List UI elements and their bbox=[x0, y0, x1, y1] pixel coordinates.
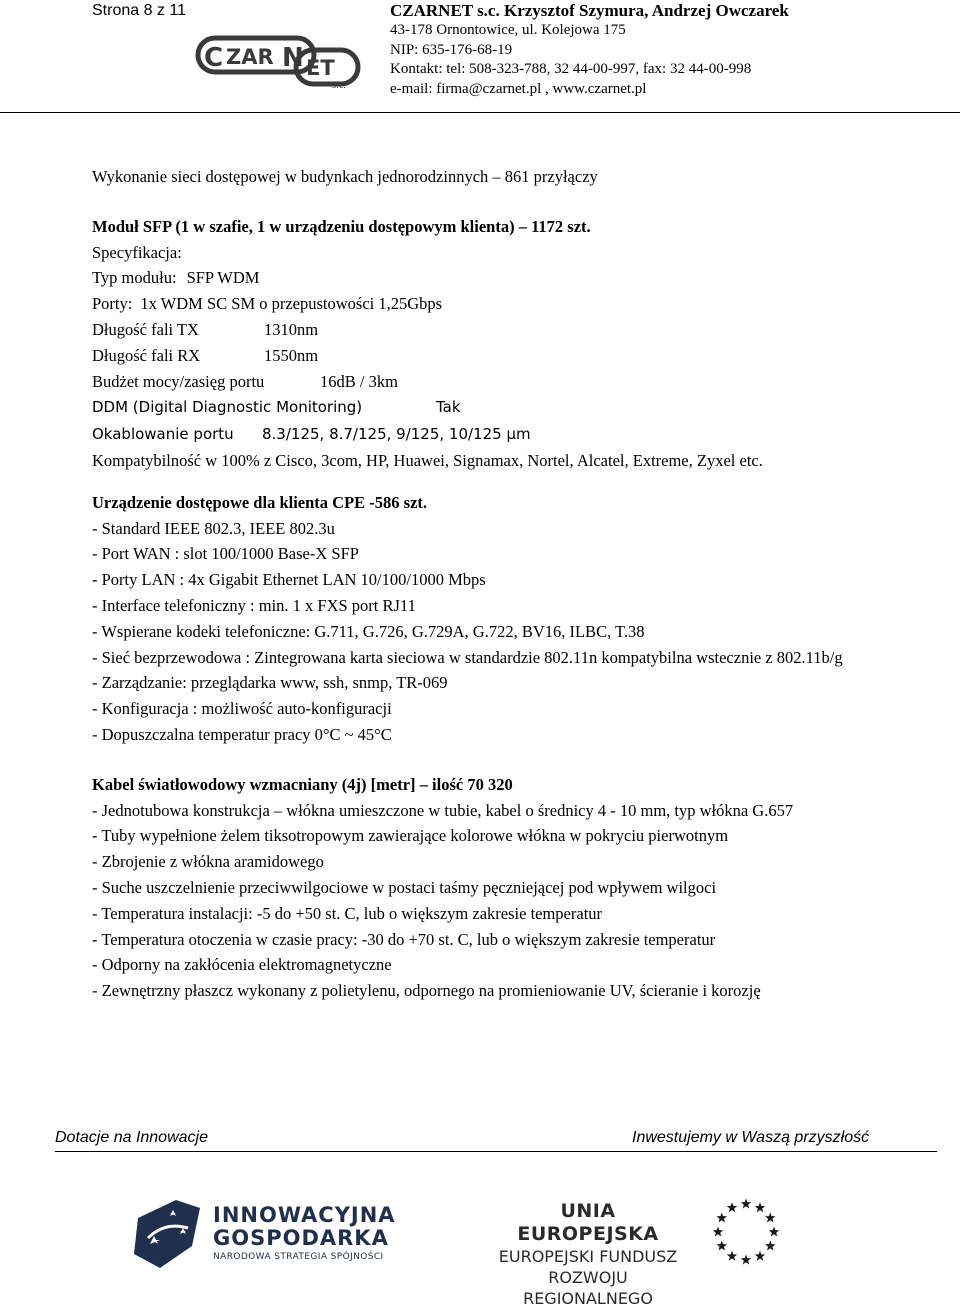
cable-item: - Suche uszczelnienie przeciwwilgociowe w postaci taśmy pęczniejącej pod wpływem wilgoci bbox=[92, 877, 717, 897]
eu-star-icon bbox=[727, 1202, 737, 1212]
sfp-type-value: SFP WDM bbox=[186, 268, 260, 288]
document-body bbox=[92, 164, 870, 1004]
cpe-item: - Sieć bezprzewodowa : Zintegrowana karta sieciowa w standardzie 802.11n kompatybilna wstecznie z 802.11b/g bbox=[92, 647, 843, 667]
cable-item: - Jednotubowa konstrukcja – włókna umieszczone w tubie, kabel o średnicy 4 - 10 mm, typ włókna G.657 bbox=[92, 800, 794, 820]
logo-suffix: s.c. bbox=[332, 81, 346, 90]
cable-title: Kabel światłowodowy wzmacniany (4j) [metr] – ilość 70 320 bbox=[92, 774, 513, 794]
company-nip: NIP: 635-176-68-19 bbox=[390, 41, 513, 58]
company-name: CZARNET s.c. Krzysztof Szymura, Andrzej Owczarek bbox=[390, 1, 789, 20]
intro-line: Wykonanie sieci dostępowej w budynkach jednorodzinnych – 861 przyłączy bbox=[92, 167, 598, 186]
cable-item: - Zbrojenie z włókna aramidowego bbox=[92, 852, 324, 872]
logo-zar: ZAR bbox=[226, 45, 274, 69]
footer-left-text: Dotacje na Innowacje bbox=[55, 1129, 208, 1146]
innowacyjna-text bbox=[213, 1204, 396, 1262]
sfp-budget-label: Budżet mocy/zasięg portu bbox=[92, 371, 265, 391]
cable-item: - Odporny na zakłócenia elektromagnetyczne bbox=[92, 955, 392, 975]
ig-line3: NARODOWA STRATEGIA SPÓJNOŚCI bbox=[213, 1252, 384, 1262]
sfp-rx-label: Długość fali RX bbox=[92, 345, 201, 365]
cpe-item: - Port WAN : slot 100/1000 Base-X SFP bbox=[92, 544, 359, 564]
sfp-rx-value: 1550nm bbox=[264, 345, 319, 365]
ig-line2: GOSPODARKA bbox=[213, 1226, 389, 1250]
eu-stars-emblem bbox=[708, 1194, 784, 1270]
logo-n: N bbox=[282, 43, 304, 73]
sfp-ports-value: 1x WDM SC SM o przepustowości 1,25Gbps bbox=[140, 294, 443, 314]
logo-c: C bbox=[204, 43, 224, 73]
company-contact: Kontakt: tel: 508-323-788, 32 44-00-997, fax: 32 44-00-998 bbox=[390, 61, 752, 77]
sfp-tx-row bbox=[92, 317, 870, 343]
eu-line1: UNIA EUROPEJSKA bbox=[517, 1200, 659, 1245]
cpe-item: - Zarządzanie: przeglądarka www, ssh, snmp, TR-069 bbox=[92, 673, 448, 693]
cable-item: - Tuby wypełnione żelem tiksotropowym zawierające kolorowe włókna w pokryciu pierwotnym bbox=[92, 826, 729, 846]
eu-star-icon bbox=[727, 1251, 737, 1261]
company-email: e-mail: firma@czarnet.pl , www.czarnet.pl bbox=[390, 80, 647, 97]
sfp-tx-label: Długość fali TX bbox=[92, 319, 199, 339]
eu-star-icon bbox=[741, 1199, 751, 1209]
sfp-budget-row bbox=[92, 369, 870, 395]
cpe-item: - Konfiguracja : możliwość auto-konfiguracji bbox=[92, 699, 392, 719]
sfp-title: Moduł SFP (1 w szafie, 1 w urządzeniu dostępowym klienta) – 1172 szt. bbox=[92, 216, 591, 236]
cpe-item: - Interface telefoniczny : min. 1 x FXS port RJ11 bbox=[92, 595, 416, 615]
czarnet-logo bbox=[196, 28, 366, 90]
eu-star-icon bbox=[755, 1251, 765, 1261]
company-info bbox=[390, 0, 789, 99]
sfp-type-row bbox=[92, 265, 870, 291]
sfp-type-label: Typ modułu: bbox=[92, 268, 177, 288]
eu-star-icon bbox=[741, 1255, 751, 1265]
sfp-ddm-row bbox=[92, 394, 870, 421]
header-divider bbox=[0, 112, 960, 113]
eu-star-icon bbox=[765, 1213, 775, 1223]
sfp-budget-value: 16dB / 3km bbox=[320, 371, 398, 391]
eu-star-icon bbox=[765, 1241, 775, 1251]
sfp-rx-row bbox=[92, 343, 870, 369]
cpe-item: - Porty LAN : 4x Gigabit Ethernet LAN 10/100/1000 Mbps bbox=[92, 570, 486, 590]
sfp-tx-value: 1310nm bbox=[264, 319, 319, 339]
sfp-ports-label: Porty: bbox=[92, 294, 133, 314]
cpe-item: - Standard IEEE 802.3, IEEE 802.3u bbox=[92, 518, 335, 538]
cable-item: - Zewnętrzny płaszcz wykonany z polietylenu, odpornego na promieniowanie UV, ścieranie i korozję bbox=[92, 981, 761, 1001]
eu-text bbox=[488, 1200, 688, 1309]
eu-line3: ROZWOJU REGIONALNEGO bbox=[523, 1268, 653, 1308]
sfp-spec-label: Specyfikacja: bbox=[92, 242, 182, 262]
cable-item: - Temperatura otoczenia w czasie pracy: -30 do +70 st. C, lub o większym zakresie temperatur bbox=[92, 929, 716, 949]
sfp-cabling-label: Okablowanie portu bbox=[92, 425, 234, 444]
sfp-ddm-label: DDM (Digital Diagnostic Monitoring) bbox=[92, 398, 363, 417]
sfp-cabling-value: 8.3/125, 8.7/125, 9/125, 10/125 μm bbox=[262, 425, 531, 444]
sfp-cabling-row bbox=[92, 421, 870, 448]
cpe-title: Urządzenie dostępowe dla klienta CPE -586 szt. bbox=[92, 492, 428, 512]
footer-right-text: Inwestujemy w Waszą przyszłość bbox=[632, 1129, 870, 1146]
sfp-compat: Kompatybilność w 100% z Cisco, 3com, HP, Huawei, Signamax, Nortel, Alcatel, Extreme, Zyxel etc. bbox=[92, 450, 763, 470]
page-number: Strona 8 z 11 bbox=[92, 2, 186, 19]
cpe-item: - Wspierane kodeki telefoniczne: G.711, G.726, G.729A, G.722, BV16, ILBC, T.38 bbox=[92, 621, 645, 641]
company-address: 43-178 Ornontowice, ul. Kolejowa 175 bbox=[390, 22, 626, 38]
eu-star-icon bbox=[713, 1227, 723, 1237]
eu-star-icon bbox=[717, 1213, 727, 1223]
eu-star-icon bbox=[769, 1227, 779, 1237]
eu-star-icon bbox=[755, 1202, 765, 1212]
footer-divider bbox=[55, 1151, 937, 1152]
sfp-ports-row bbox=[92, 291, 870, 317]
logo-et: ET bbox=[306, 56, 335, 80]
ig-line1: INNOWACYJNA bbox=[213, 1203, 396, 1227]
sfp-ddm-value: Tak bbox=[436, 398, 461, 417]
cable-item: - Temperatura instalacji: -5 do +50 st. C, lub o większym zakresie temperatur bbox=[92, 903, 603, 923]
eu-line2: EUROPEJSKI FUNDUSZ bbox=[498, 1247, 678, 1266]
cpe-item: - Dopuszczalna temperatur pracy 0°C ~ 45°C bbox=[92, 724, 392, 744]
eu-star-icon bbox=[717, 1241, 727, 1251]
